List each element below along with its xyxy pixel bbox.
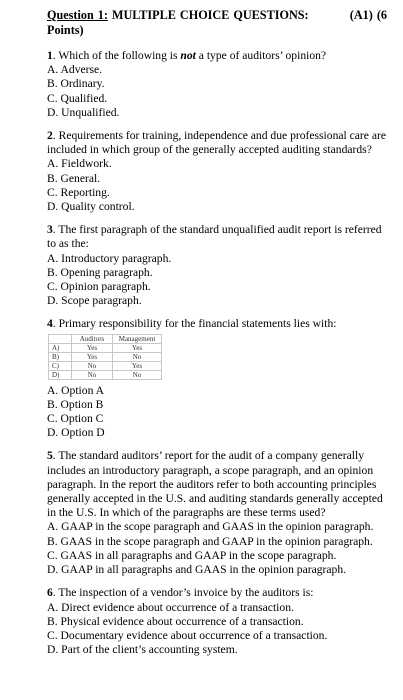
- option-a: A. Introductory paragraph.: [47, 251, 172, 265]
- question-number: 6: [47, 586, 53, 600]
- table-cell: Yes: [72, 343, 113, 352]
- question-stem: [47, 49, 387, 63]
- heading-label: Question 1:: [47, 8, 108, 22]
- table-cell: D): [49, 370, 72, 379]
- table-cell: B): [49, 352, 72, 361]
- section-heading: [47, 8, 387, 38]
- option-c: C. Reporting.: [47, 185, 110, 199]
- table-cell: Yes: [72, 352, 113, 361]
- question-4: [47, 317, 387, 440]
- question-stem: [47, 223, 387, 251]
- option-a: A. GAAP in the scope paragraph and GAAS in the opinion paragraph.: [47, 520, 374, 534]
- question-number: 2: [47, 129, 53, 143]
- option-b: B. Opening paragraph.: [47, 265, 153, 279]
- question-3: [47, 223, 387, 308]
- stem-text-end: a type of auditors’ opinion?: [195, 49, 327, 62]
- option-d: D. Part of the client’s accounting system.: [47, 643, 238, 657]
- table-cell: Yes: [113, 361, 162, 370]
- responsibility-table: [48, 334, 162, 380]
- question-stem: [47, 586, 387, 600]
- question-stem: [47, 317, 387, 331]
- table-header-cell: Auditors: [72, 334, 113, 343]
- question-5: [47, 449, 387, 577]
- option-c: C. Option C: [47, 412, 104, 426]
- table-row: [49, 370, 162, 379]
- table-header-row: [49, 334, 162, 343]
- heading-marks: (A1) (6: [349, 8, 387, 22]
- question-stem: [47, 449, 387, 520]
- table-cell: No: [72, 361, 113, 370]
- question-6: [47, 586, 387, 657]
- option-c: C. Documentary evidence about occurrence of a transaction.: [47, 628, 328, 642]
- question-number: 4: [47, 317, 53, 331]
- stem-text: . The standard auditors’ report for the audit of a company generally includes an introductory paragraph, a scope paragraph, and an opinion paragraph. In the report the auditors refer to both accounting principles generally accepted in the U.S. and auditing standards generally accepted in the U.S. In which of the paragraphs are these terms used?: [47, 449, 383, 520]
- option-c: C. Opinion paragraph.: [47, 280, 151, 294]
- stem-text: . The inspection of a vendor’s invoice by the auditors is:: [52, 586, 314, 600]
- option-d: D. Option D: [47, 426, 105, 440]
- option-b: B. GAAS in the scope paragraph and GAAP in the opinion paragraph.: [47, 534, 373, 548]
- table-cell: C): [49, 361, 72, 370]
- option-b: B. Ordinary.: [47, 77, 105, 91]
- table-cell: A): [49, 343, 72, 352]
- question-number: 3: [47, 223, 53, 237]
- stem-text: . Primary responsibility for the financial statements lies with:: [52, 317, 337, 331]
- option-b: B. Physical evidence about occurrence of a transaction.: [47, 614, 304, 628]
- table-cell: Yes: [113, 343, 162, 352]
- stem-text: . Requirements for training, independence and due professional care are included in which group of the generally accepted auditing standards?: [47, 129, 386, 157]
- option-d: D. Unqualified.: [47, 105, 120, 119]
- table-cell: No: [72, 370, 113, 379]
- option-a: A. Fieldwork.: [47, 157, 112, 171]
- option-d: D. Scope paragraph.: [47, 294, 142, 308]
- stem-text: . Which of the following is: [52, 49, 181, 62]
- table-row: [49, 352, 162, 361]
- option-d: D. GAAP in all paragraphs and GAAS in the opinion paragraph.: [47, 563, 347, 577]
- option-a: A. Adverse.: [47, 63, 103, 77]
- heading-title: MULTIPLE CHOICE QUESTIONS:: [107, 8, 309, 22]
- option-c: C. GAAS in all paragraphs and GAAP in the scope paragraph.: [47, 548, 337, 562]
- heading-marks-cont: Points): [47, 23, 84, 37]
- question-stem: [47, 129, 387, 157]
- table-header-cell: [49, 334, 72, 343]
- question-2: [47, 129, 387, 214]
- option-b: B. Option B: [47, 397, 104, 411]
- table-row: [49, 343, 162, 352]
- option-c: C. Qualified.: [47, 91, 108, 105]
- question-number: 5: [47, 449, 53, 463]
- option-b: B. General.: [47, 171, 101, 185]
- table-cell: No: [113, 352, 162, 361]
- question-number: 1: [47, 49, 53, 62]
- table-cell: No: [113, 370, 162, 379]
- stem-text: . The first paragraph of the standard unqualified audit report is referred to as the:: [47, 223, 382, 251]
- table-row: [49, 361, 162, 370]
- option-d: D. Quality control.: [47, 200, 135, 214]
- table-header-cell: Management: [113, 334, 162, 343]
- option-a: A. Option A: [47, 383, 105, 397]
- question-1: [47, 49, 387, 120]
- stem-emphasis: not: [180, 49, 196, 62]
- option-a: A. Direct evidence about occurrence of a transaction.: [47, 600, 294, 614]
